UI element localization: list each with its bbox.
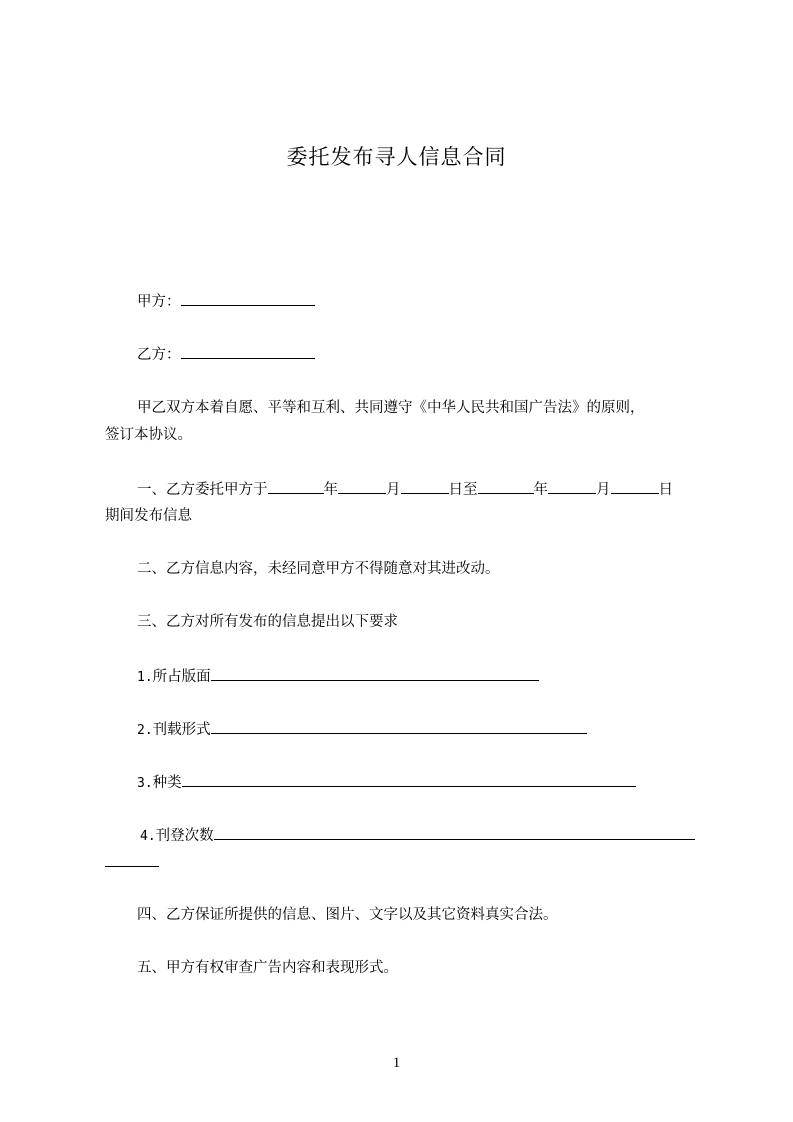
party-b-blank[interactable] [181,344,315,359]
requirement-4-blank[interactable] [214,825,695,840]
start-month-blank[interactable] [338,479,386,494]
requirement-4-label: 刊登次数 [155,828,214,844]
clause-3: 三、乙方对所有发布的信息提出以下要求 [137,614,398,630]
requirement-1-number: 1. [137,670,153,685]
clause-1-line-2: 期间发布信息 [105,508,192,524]
clause-2: 二、乙方信息内容，未经同意甲方不得随意对其进改动。 [137,561,500,577]
requirement-1-label: 所占版面 [152,669,211,685]
end-day-label: 日 [658,482,673,498]
requirement-2-line [137,719,587,741]
party-a-label: 甲方： [137,294,181,310]
requirement-3-number: 3. [137,776,153,791]
start-day-blank[interactable] [401,479,449,494]
party-b-label: 乙方： [137,347,181,363]
clause-1-prefix: 一、乙方委托甲方于 [137,482,268,498]
requirement-3-blank[interactable] [182,772,636,787]
end-year-blank[interactable] [478,479,534,494]
start-month-label: 月 [386,482,401,498]
requirement-2-number: 2. [137,723,153,738]
party-b-line [137,344,315,365]
start-year-blank[interactable] [268,479,324,494]
requirement-1-blank[interactable] [211,666,539,681]
requirement-3-line [137,772,636,794]
preamble-line-2: 签订本协议。 [105,427,192,443]
requirement-4-blank-continued[interactable] [105,852,159,867]
end-year-label: 年 [533,482,548,498]
clause-4: 四、乙方保证所提供的信息、图片、文字以及其它资料真实合法。 [137,907,558,923]
party-a-line [137,291,315,312]
clause-5: 五、甲方有权审查广告内容和表现形式。 [137,960,398,976]
start-day-label: 日至 [448,482,478,498]
start-year-label: 年 [323,482,338,498]
requirement-4-continuation [105,852,159,873]
requirement-4-number: 4. [140,829,156,844]
end-day-blank[interactable] [611,479,659,494]
preamble-line-1: 甲乙双方本着自愿、平等和互利、共同遵守《中华人民共和国广告法》的原则， [137,400,645,416]
requirement-1-line [137,666,539,688]
requirement-2-label: 刊载形式 [152,722,211,738]
requirement-2-blank[interactable] [211,719,587,734]
end-month-label: 月 [596,482,611,498]
clause-1-line-1 [137,479,673,500]
requirement-4-line [140,825,695,847]
end-month-blank[interactable] [548,479,596,494]
requirement-3-label: 种类 [152,775,182,791]
party-a-blank[interactable] [181,291,315,306]
document-title: 委托发布寻人信息合同 [286,145,507,169]
page-number: 1 [392,1055,401,1071]
